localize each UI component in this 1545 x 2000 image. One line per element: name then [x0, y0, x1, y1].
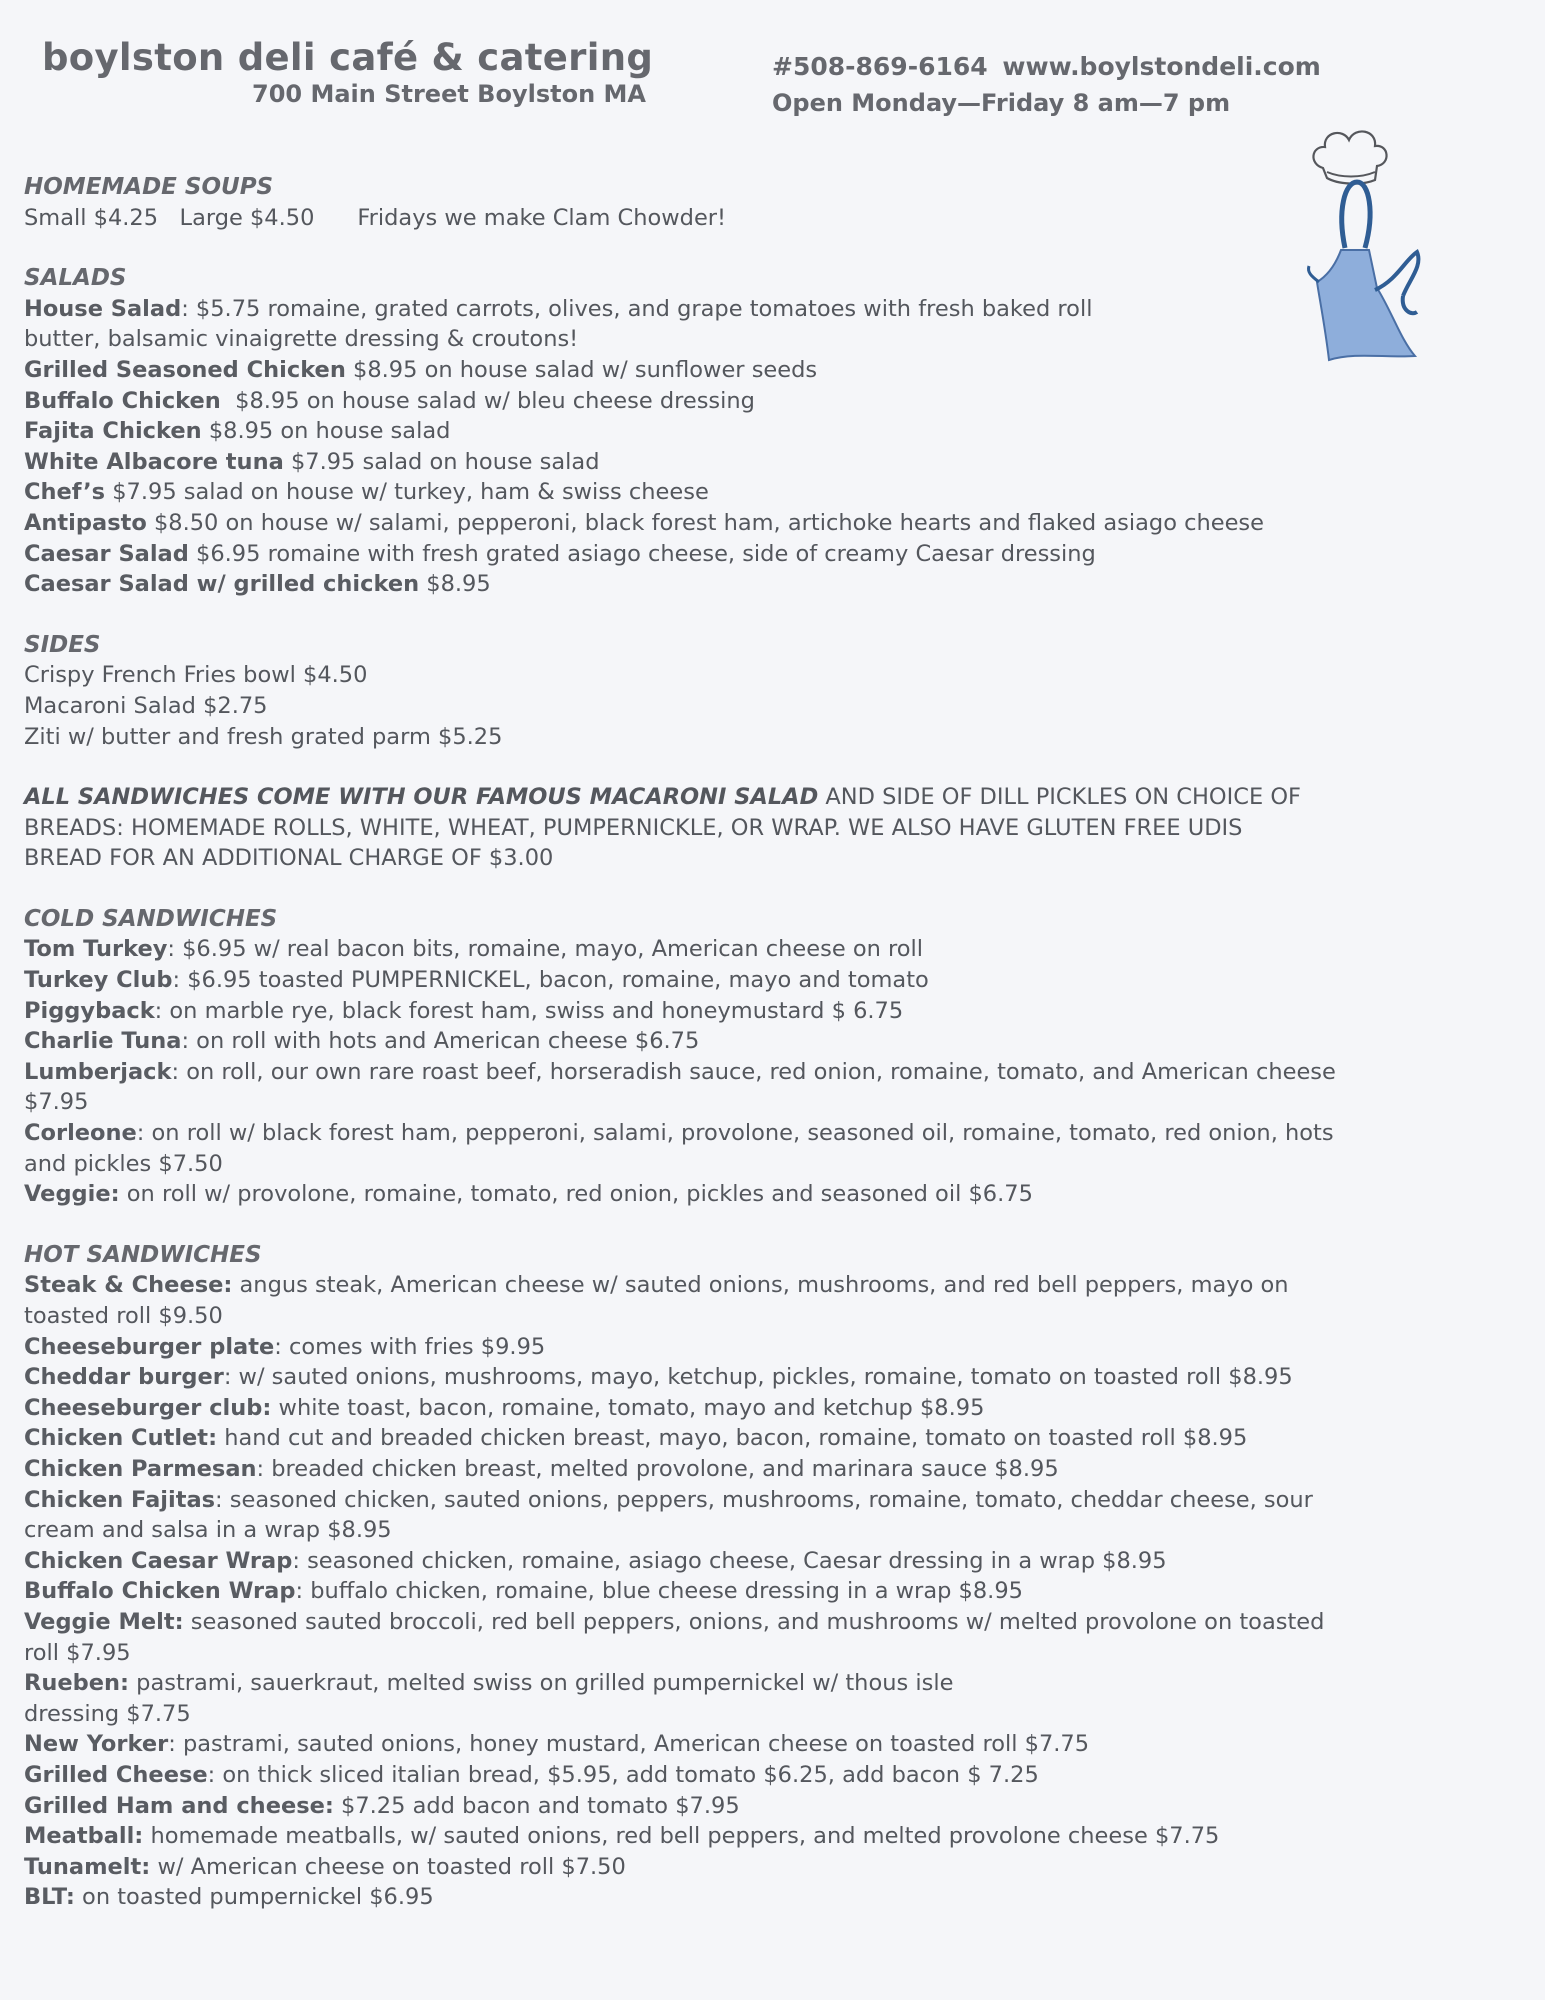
menu-item-name: Veggie: [24, 1181, 120, 1208]
menu-item-separator: : [295, 1578, 311, 1605]
section-title-cold-sandwiches: COLD SANDWICHES [24, 905, 278, 932]
menu-item-description: pastrami, sauerkraut, melted swiss on grilled pumpernickel w/ thous isle [136, 1670, 954, 1697]
cold-sandwiches-section [24, 904, 1514, 1210]
menu-item-name: Buffalo Chicken Wrap [24, 1578, 296, 1605]
sides-section [24, 630, 1514, 752]
menu-item [24, 539, 1514, 570]
menu-item-name: Cheeseburger plate [24, 1333, 275, 1360]
menu-item-description: on marble rye, black forest ham, swiss and honeymustard $ 6.75 [169, 997, 904, 1024]
menu-item [24, 1791, 1514, 1822]
menu-item-separator: : [181, 1028, 197, 1055]
menu-item-name: Caesar Salad [24, 540, 189, 567]
menu-item-description: $8.95 on house salad [208, 418, 451, 445]
side-item: Ziti w/ butter and fresh grated parm $5.25 [24, 723, 503, 750]
menu-item [24, 416, 1514, 447]
menu-item [24, 1332, 1514, 1363]
menu-item-separator [184, 1609, 191, 1635]
menu-item-name: Cheeseburger club: [24, 1394, 272, 1421]
menu-item-separator: : [181, 295, 196, 322]
menu-item [24, 294, 1514, 325]
menu-item [24, 1026, 1514, 1057]
salads-list [24, 294, 1514, 600]
address: 700 Main Street Boylston MA [252, 80, 646, 109]
section-title-salads: SALADS [24, 265, 127, 292]
menu-item-description: w/ American cheese on toasted roll $7.50 [157, 1853, 626, 1880]
menu-item [24, 996, 1514, 1027]
menu-item-name: Antipasto [24, 509, 147, 536]
menu-item [24, 477, 1514, 508]
menu-item [24, 1546, 1514, 1577]
soup-note: Fridays we make Clam Chowder! [357, 204, 727, 231]
menu-item-separator [120, 1181, 127, 1207]
menu-item-description: w/ sauted onions, mushrooms, mayo, ketchup, pickles, romaine, tomato on toasted roll $8.95 [238, 1364, 1293, 1391]
menu-item-description: $8.50 on house w/ salami, pepperoni, black forest ham, artichoke hearts and flaked asiago cheese [153, 509, 1265, 536]
notice-line1-rest: AND SIDE OF DILL PICKLES ON CHOICE OF [818, 784, 1301, 811]
menu-item-description: on roll, our own rare roast beef, horseradish sauce, red onion, romaine, tomato, and American cheese [186, 1058, 1336, 1085]
menu-item-description: on toasted pumpernickel $6.95 [82, 1884, 434, 1911]
menu-item-separator: : [292, 1547, 308, 1574]
menu-item-description: $6.95 romaine with fresh grated asiago cheese, side of creamy Caesar dressing [196, 540, 1096, 567]
menu-item [24, 1760, 1514, 1791]
menu-item-description: homemade meatballs, w/ sauted onions, red bell peppers, and melted provolone cheese $7.75 [150, 1823, 1220, 1850]
menu-item-separator: : [215, 1486, 230, 1513]
menu-item-description: $6.95 w/ real bacon bits, romaine, mayo, American cheese on roll [182, 936, 924, 963]
menu-item-description: $6.95 toasted PUMPERNICKEL, bacon, romaine, mayo and tomato [187, 967, 929, 994]
menu-item-separator [346, 357, 353, 383]
menu-item-name: Meatball: [24, 1823, 144, 1850]
menu-item-description: on roll w/ provolone, romaine, tomato, red onion, pickles and seasoned oil $6.75 [126, 1181, 1033, 1208]
menu-item-separator [147, 510, 154, 536]
menu-item-separator [75, 1884, 82, 1910]
menu-item-separator: : [207, 1761, 223, 1788]
menu-item-name: Turkey Club [24, 967, 173, 994]
soups-section [24, 172, 1514, 233]
menu-item-description: on roll w/ black forest ham, pepperoni, salami, provolone, seasoned oil, romaine, tomato, red onion, hots [151, 1120, 1334, 1147]
menu-item-description-continued: toasted roll $9.50 [24, 1303, 223, 1329]
menu-item-description: seasoned sauted broccoli, red bell peppers, onions, and mushrooms w/ melted provolone on toasted [190, 1608, 1325, 1635]
menu-item-separator [189, 541, 196, 567]
menu-item [24, 569, 1514, 600]
menu-item-name: Grilled Seasoned Chicken [24, 356, 346, 383]
menu-item-description: hand cut and breaded chicken breast, mayo, bacon, romaine, tomato on toasted roll $8.95 [224, 1425, 1248, 1452]
soup-prices [24, 203, 1514, 234]
menu-item [24, 1270, 1514, 1301]
menu-item-separator: : [172, 967, 188, 994]
menu-item [24, 1393, 1514, 1424]
notice-bold-text: ALL SANDWICHES COME WITH OUR FAMOUS MACARONI SALAD [24, 784, 819, 811]
contact-line [772, 52, 1321, 81]
menu-item-description: pastrami, sauted onions, honey mustard, American cheese on toasted roll $7.75 [182, 1731, 1090, 1758]
menu-item-name: Chicken Caesar Wrap [24, 1547, 293, 1574]
hours: Open Monday—Friday 8 am—7 pm [772, 89, 1231, 117]
menu-item [24, 386, 1514, 417]
menu-item-name: Chicken Parmesan [24, 1455, 257, 1482]
menu-item-description: angus steak, American cheese w/ sauted onions, mushrooms, and red bell peppers, mayo on [239, 1272, 1289, 1299]
menu-item-description-continued: and pickles $7.50 [24, 1150, 223, 1177]
menu-item-separator: : [171, 1058, 187, 1085]
menu-item-description: $8.95 on house salad w/ sunflower seeds [353, 356, 818, 383]
notice-line3: BREAD FOR AN ADDITIONAL CHARGE OF $3.00 [24, 845, 554, 872]
menu-item [24, 508, 1514, 539]
menu-item-name: Tom Turkey [24, 936, 168, 963]
menu-item-name: Charlie Tuna [24, 1028, 182, 1055]
menu-item-name: White Albacore tuna [24, 448, 284, 475]
menu-item-name: Grilled Ham and cheese: [24, 1792, 334, 1819]
menu-item-description: comes with fries $9.95 [288, 1333, 546, 1360]
menu-item-description: $7.95 salad on house w/ turkey, ham & swiss cheese [112, 479, 709, 506]
menu-item-separator: : [167, 936, 183, 963]
menu-item-name: Rueben: [24, 1670, 129, 1697]
menu-item-name: House Salad [24, 295, 182, 322]
menu-item-description: seasoned chicken, sauted onions, peppers, mushrooms, romaine, tomato, cheddar cheese, sour [229, 1486, 1313, 1513]
menu-item-description: $7.25 add bacon and tomato $7.95 [341, 1792, 740, 1819]
menu-item-separator: : [256, 1455, 272, 1482]
menu-item-description: seasoned chicken, romaine, asiago cheese, Caesar dressing in a wrap $8.95 [307, 1547, 1167, 1574]
menu-item [24, 1852, 1514, 1883]
menu-item-separator: : [154, 997, 170, 1024]
menu-item [24, 355, 1514, 386]
menu-item-separator: : [136, 1120, 152, 1147]
hot-sandwiches-list [24, 1270, 1514, 1912]
menu-item-name: Veggie Melt: [24, 1608, 184, 1635]
menu-item [24, 1179, 1514, 1210]
menu-content [24, 172, 1514, 1943]
menu-item [24, 965, 1514, 996]
menu-item-description: $5.75 romaine, grated carrots, olives, and grape tomatoes with fresh baked roll [195, 295, 1093, 322]
section-title-sides: SIDES [24, 631, 101, 658]
menu-item [24, 1882, 1514, 1913]
soup-small-price: Small $4.25 [24, 204, 159, 231]
menu-item-description: $8.95 [426, 571, 491, 598]
menu-item-description: on thick sliced italian bread, $5.95, add tomato $6.25, add bacon $ 7.25 [222, 1761, 1039, 1788]
menu-item [24, 934, 1514, 965]
menu-item [24, 1821, 1514, 1852]
menu-item-name: Fajita Chicken [24, 418, 202, 445]
menu-item-description: $7.95 salad on house salad [290, 448, 600, 475]
menu-item-separator [271, 1395, 278, 1421]
side-item: Crispy French Fries bowl $4.50 [24, 662, 368, 689]
menu-item-separator: : [274, 1333, 289, 1360]
menu-item-name: Lumberjack [24, 1058, 172, 1085]
menu-item [24, 1118, 1514, 1149]
salads-section [24, 263, 1514, 600]
notice-line2: BREADS: HOMEMADE ROLLS, WHITE, WHEAT, PUMPERNICKLE, OR WRAP. WE ALSO HAVE GLUTEN FREE UDIS [24, 814, 1243, 841]
menu-item-description: on roll with hots and American cheese $6.75 [196, 1028, 700, 1055]
menu-item [24, 1057, 1514, 1088]
menu-item [24, 1668, 1514, 1699]
menu-item-separator [232, 1272, 239, 1298]
menu-item-name: New Yorker [24, 1731, 169, 1758]
menu-item [24, 1362, 1514, 1393]
menu-item-name: Piggyback [24, 997, 155, 1024]
website: www.boylstondeli.com [1002, 52, 1321, 81]
menu-item-name: Buffalo Chicken [24, 387, 221, 414]
section-title-soups: HOMEMADE SOUPS [24, 174, 274, 200]
menu-item-name: Chef’s [24, 479, 106, 506]
menu-item-description: $8.95 on house salad w/ bleu cheese dressing [235, 387, 755, 414]
menu-item-name: BLT: [24, 1884, 75, 1911]
menu-item-name: Chicken Fajitas [24, 1486, 216, 1513]
menu-item-description: white toast, bacon, romaine, tomato, mayo and ketchup $8.95 [278, 1394, 985, 1421]
menu-item-separator [334, 1793, 341, 1819]
menu-item-description-continued: dressing $7.75 [24, 1700, 191, 1727]
menu-item-separator [221, 388, 235, 414]
side-item: Macaroni Salad $2.75 [24, 692, 268, 719]
menu-item-name: Steak & Cheese: [24, 1272, 233, 1299]
menu-item-separator [202, 418, 209, 444]
menu-item-description-continued: butter, balsamic vinaigrette dressing & croutons! [24, 326, 579, 353]
header-left [42, 36, 653, 108]
menu-item-name: Chicken Cutlet: [24, 1425, 218, 1452]
sides-list [24, 660, 1514, 752]
sandwich-notice [24, 782, 1514, 874]
section-title-hot-sandwiches: HOT SANDWICHES [24, 1241, 262, 1268]
soup-large-price: Large $4.50 [179, 204, 315, 231]
menu-item-description-continued: roll $7.95 [24, 1639, 131, 1666]
menu-item [24, 447, 1514, 478]
menu-item [24, 1454, 1514, 1485]
menu-item-name: Corleone [24, 1120, 137, 1147]
menu-item-name: Cheddar burger [24, 1364, 224, 1391]
menu-item [24, 1423, 1514, 1454]
menu-item [24, 1729, 1514, 1760]
menu-item-description-continued: cream and salsa in a wrap $8.95 [24, 1517, 392, 1544]
menu-item-separator: : [223, 1364, 239, 1391]
phone-number: #508-869-6164 [772, 52, 988, 81]
brand-name: boylston deli café & catering [42, 36, 654, 79]
menu-item-separator: : [168, 1731, 183, 1758]
header-right [772, 52, 1321, 117]
menu-item-description-continued: $7.95 [24, 1089, 89, 1116]
menu-item-name: Caesar Salad w/ grilled chicken [24, 571, 420, 598]
menu-item-name: Grilled Cheese [24, 1761, 208, 1788]
hot-sandwiches-section [24, 1240, 1514, 1913]
menu-item [24, 1576, 1514, 1607]
menu-item [24, 1607, 1514, 1638]
menu-item-name: Tunamelt: [24, 1853, 151, 1880]
menu-item-description: breaded chicken breast, melted provolone, and marinara sauce $8.95 [271, 1455, 1059, 1482]
menu-item [24, 1485, 1514, 1516]
menu-item-separator [284, 449, 291, 475]
menu-item-description: buffalo chicken, romaine, blue cheese dressing in a wrap $8.95 [310, 1578, 1023, 1605]
cold-sandwiches-list [24, 934, 1514, 1209]
